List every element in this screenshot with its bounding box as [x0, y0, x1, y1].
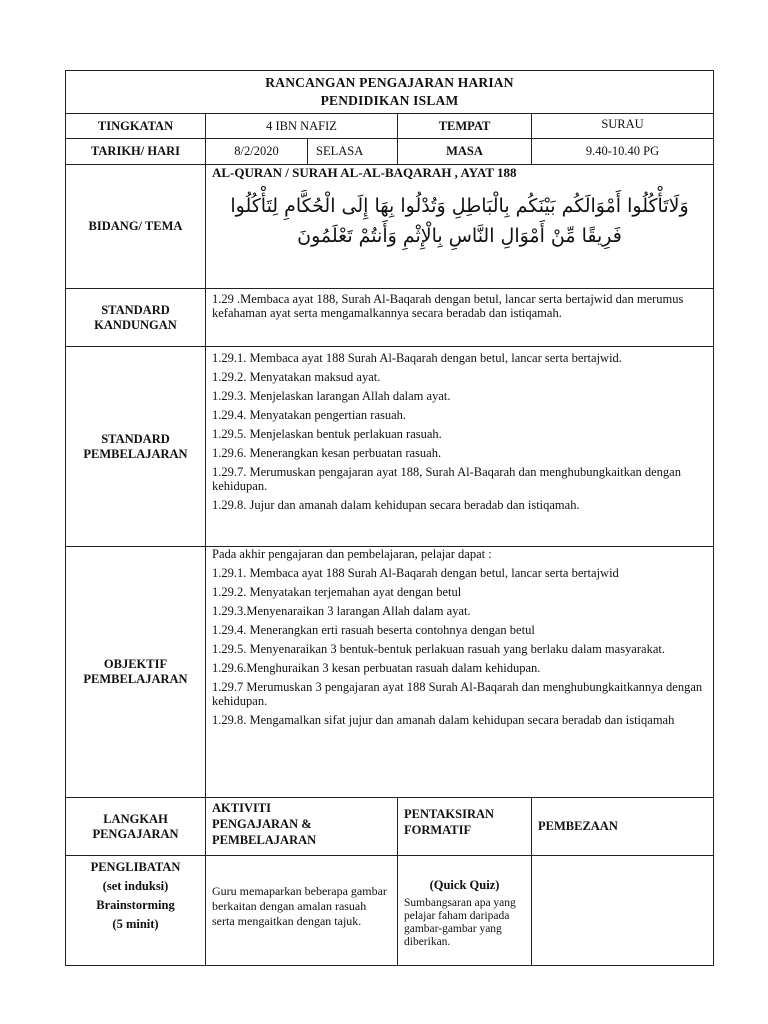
list-item: 1.29.1. Membaca ayat 188 Surah Al-Baqarah dengan betul, lancar serta bertajwid.: [212, 351, 622, 365]
list-item: 1.29.1. Membaca ayat 188 Surah Al-Baqarah dengan betul, lancar serta bertajwid: [212, 566, 619, 580]
standard-pembelajaran-list: [206, 347, 714, 547]
aktiviti-header-line-2: PENGAJARAN &: [212, 817, 312, 831]
aktiviti-header: [206, 798, 398, 856]
objektif-list: [206, 547, 714, 798]
list-item: 1.29.7. Merumuskan pengajaran ayat 188, Surah Al-Baqarah dan menghubungkaitkan dengan kehidupan.: [212, 465, 681, 493]
objektif-intro: Pada akhir pengajaran dan pembelajaran, pelajar dapat :: [212, 547, 492, 561]
aktiviti-header-line-3: PEMBELAJARAN: [212, 833, 317, 847]
standard-kandungan-row: [66, 289, 714, 347]
masa-value: 9.40-10.40 PG: [532, 139, 714, 165]
tarikh-value: 8/2/2020: [206, 139, 308, 165]
standard-pembelajaran-label-line-2: PEMBELAJARAN: [83, 446, 188, 461]
standard-pembelajaran-row: [66, 347, 714, 547]
list-item: 1.29.5. Menjelaskan bentuk perlakuan rasuah.: [212, 427, 442, 441]
hari-value: SELASA: [308, 139, 398, 165]
tempat-label: TEMPAT: [398, 114, 532, 139]
list-item: 1.29.2. Menyatakan maksud ayat.: [212, 370, 381, 384]
list-item: 1.29.4. Menyatakan pengertian rasuah.: [212, 408, 407, 422]
list-item: 1.29.5. Menyenaraikan 3 bentuk-bentuk perlakuan rasuah yang berlaku dalam masyarakat.: [212, 642, 665, 656]
standard-kandungan-label: [66, 289, 206, 347]
list-item: 1.29.3.Menyenaraikan 3 larangan Allah dalam ayat.: [212, 604, 471, 618]
penglibatan-label: [66, 856, 206, 966]
page-subtitle: PENDIDIKAN ISLAM: [320, 93, 459, 108]
masa-label: MASA: [398, 139, 532, 165]
page-title: RANCANGAN PENGAJARAN HARIAN: [265, 75, 514, 90]
bidang-label: BIDANG/ TEMA: [66, 165, 206, 289]
standard-kandungan-label-line-2: KANDUNGAN: [94, 317, 177, 332]
list-item: 1.29.6.Menghuraikan 3 kesan perbuatan rasuah dalam kehidupan.: [212, 661, 541, 675]
header-row: [66, 71, 714, 114]
standard-kandungan-label-line-1: STANDARD: [101, 302, 170, 317]
standard-pembelajaran-label-line-1: STANDARD: [101, 431, 170, 446]
pembezaan-header: PEMBEZAAN: [532, 798, 714, 856]
penglibatan-label-line-2: (set induksi): [102, 879, 169, 893]
tarikh-label: TARIKH/ HARI: [66, 139, 206, 165]
objektif-row: [66, 547, 714, 798]
bidang-content: [206, 165, 714, 289]
penglibatan-label-line-3: Brainstorming: [96, 898, 175, 912]
pentaksiran-header-line-1: PENTAKSIRAN: [404, 807, 495, 821]
pentaksiran-header: [398, 798, 532, 856]
list-item: 1.29.3. Menjelaskan larangan Allah dalam ayat.: [212, 389, 451, 403]
list-item: 1.29.8. Jujur dan amanah dalam kehidupan secara beradab dan istiqamah.: [212, 498, 580, 512]
tingkatan-row: [66, 114, 714, 139]
aktiviti-header-line-1: AKTIVITI: [212, 801, 272, 815]
quick-quiz-title: (Quick Quiz): [429, 878, 500, 892]
langkah-header-line-2: PENGAJARAN: [92, 826, 179, 841]
list-item: 1.29.4. Menerangkan erti rasuah beserta contohnya dengan betul: [212, 623, 535, 637]
objektif-label-line-1: OBJEKTIF: [103, 657, 168, 671]
penglibatan-label-line-4: (5 minit): [112, 917, 159, 931]
penglibatan-aktiviti: Guru memaparkan beberapa gambar berkaitan dengan amalan rasuah serta mengaitkan dengan tajuk.: [206, 856, 398, 966]
lesson-plan-sheet: [65, 70, 713, 966]
tingkatan-value: 4 IBN NAFIZ: [206, 114, 398, 139]
quran-verse-line-2: فَرِيقًا مِّنْ أَمْوَالِ النَّاسِ بِالْإِثْمِ وَأَنتُمْ تَعْلَمُونَ: [297, 225, 622, 247]
langkah-header-line-1: LANGKAH: [103, 811, 168, 826]
tempat-value: SURAU: [532, 114, 714, 139]
penglibatan-label-line-1: PENGLIBATAN: [90, 860, 181, 874]
penglibatan-pentaksiran: [398, 856, 532, 966]
quick-quiz-text: Sumbangsaran apa yang pelajar faham daripada gambar-gambar yang diberikan.: [404, 897, 516, 948]
quran-verse-line-1: وَلَاتَأْكُلُوا أَمْوَالَكُم بَيْنَكُم بِالْبَاطِلِ وَتُدْلُوا بِهَا إِلَى الْحُكَّامِ لِتَأْكُلُوا: [230, 195, 689, 217]
langkah-header: [66, 798, 206, 856]
quran-verse: [212, 191, 707, 251]
tingkatan-label: TINGKATAN: [66, 114, 206, 139]
list-item: 1.29.8. Mengamalkan sifat jujur dan amanah dalam kehidupan secara beradab dan istiqamah: [212, 713, 675, 727]
list-item: 1.29.7 Merumuskan 3 pengajaran ayat 188 Surah Al-Baqarah dan menghubungkaitkannya dengan kehidupan.: [212, 680, 703, 708]
penglibatan-row: [66, 856, 714, 966]
list-item: 1.29.2. Menyatakan terjemahan ayat dengan betul: [212, 585, 462, 599]
list-item: 1.29.6. Menerangkan kesan perbuatan rasuah.: [212, 446, 442, 460]
header-cell: [66, 71, 714, 114]
penglibatan-pembezaan: [532, 856, 714, 966]
pentaksiran-header-line-2: FORMATIF: [404, 823, 472, 837]
standard-pembelajaran-label: [66, 347, 206, 547]
bidang-row: [66, 165, 714, 289]
bidang-title: AL-QURAN / SURAH AL-AL-BAQARAH , AYAT 188: [212, 165, 517, 180]
tarikh-row: [66, 139, 714, 165]
lesson-plan-table: [65, 70, 714, 966]
standard-kandungan-text: 1.29 .Membaca ayat 188, Surah Al-Baqarah dengan betul, lancar serta bertajwid dan merumus kefahaman ayat serta mengamalkannya secara beradab dan istiqamah.: [206, 289, 714, 347]
columns-row: [66, 798, 714, 856]
objektif-label-line-2: PEMBELAJARAN: [83, 672, 188, 686]
objektif-label: [66, 547, 206, 798]
